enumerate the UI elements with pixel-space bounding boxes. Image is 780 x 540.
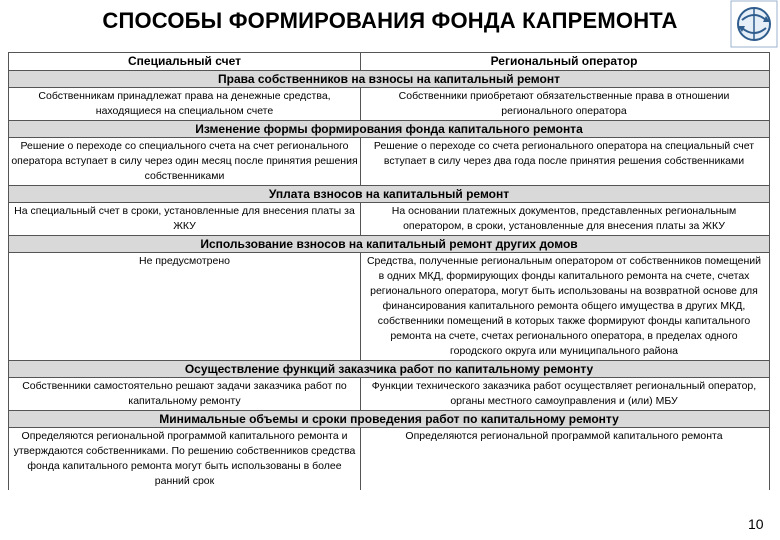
globe-arrows-icon [730, 0, 778, 48]
table-row [9, 88, 769, 121]
regional-operator-cell: Средства, полученные региональным оператором от собственников помещений в одних МКД, формирующих фонды капитального ремонта на счете, счетах регионального оператора, могут быть использованы на возвратной основе для финансирования капитального ремонта общего имущества в других МКД, собственники помещений в которых также формируют фонды капитального ремонта на счете, счетах регионального оператора, в пределах одного городского округа или муниципального района [366, 255, 762, 357]
special-account-cell: Не предусмотрено [9, 253, 361, 360]
section-heading: Минимальные объемы и сроки проведения работ по капитальному ремонту [9, 411, 769, 428]
special-account-cell: Определяются региональной программой капитального ремонта и утверждаются собственниками. По решению собственников средства фонда капитального ремонта могут быть использованы в более ранний срок [9, 428, 361, 490]
page-number: 10 [748, 516, 764, 532]
section-heading: Изменение формы формирования фонда капитального ремонта [9, 121, 769, 138]
special-account-cell: На специальный счет в сроки, установленные для внесения платы за ЖКУ [9, 203, 361, 235]
column-header-special-account: Специальный счет [9, 53, 361, 70]
regional-operator-cell: На основании платежных документов, представленных региональным оператором, в сроки, установленные для внесения платы за ЖКУ [391, 205, 737, 232]
regional-operator-cell: Решение о переходе со счета регионального оператора на специальный счет вступает в силу через два года после принятия решения собственниками [373, 140, 755, 167]
section-heading: Уплата взносов на капитальный ремонт [9, 186, 769, 203]
regional-operator-cell: Определяются региональной программой капитального ремонта [405, 430, 723, 442]
table-header-row [9, 53, 769, 71]
table-row [9, 428, 769, 490]
special-account-cell: Собственники самостоятельно решают задачи заказчика работ по капитальному ремонту [9, 378, 361, 410]
section-heading: Права собственников на взносы на капитальный ремонт [9, 71, 769, 88]
special-account-cell: Решение о переходе со специального счета на счет регионального оператора вступает в силу через один месяц после принятия решения собственниками [9, 138, 361, 185]
table-row [9, 378, 769, 411]
table-row [9, 253, 769, 361]
regional-operator-cell: Собственники приобретают обязательственные права в отношении регионального оператора [398, 90, 730, 117]
regional-operator-cell: Функции технического заказчика работ осуществляет региональный оператор, органы местного самоуправления и (или) МБУ [371, 380, 757, 407]
comparison-table [8, 52, 770, 490]
special-account-cell: Собственникам принадлежат права на денежные средства, находящиеся на специальном счете [9, 88, 361, 120]
table-row [9, 203, 769, 236]
column-header-regional-operator: Региональный оператор [490, 54, 638, 68]
section-heading: Использование взносов на капитальный ремонт других домов [9, 236, 769, 253]
table-row [9, 138, 769, 186]
page-title: СПОСОБЫ ФОРМИРОВАНИЯ ФОНДА КАПРЕМОНТА [102, 8, 678, 33]
section-heading: Осуществление функций заказчика работ по капитальному ремонту [9, 361, 769, 378]
